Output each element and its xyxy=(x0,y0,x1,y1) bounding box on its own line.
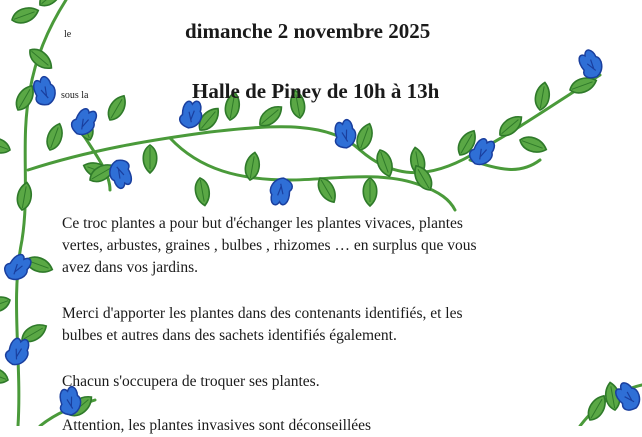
event-date: dimanche 2 novembre 2025 xyxy=(185,19,431,43)
paragraph-invasive-warning: Attention, les plantes invasives sont déconseillées xyxy=(62,417,372,434)
paragraph-containers-line2: bulbes et autres dans des sachets identifiés également. xyxy=(62,327,397,344)
paragraph-purpose-line3: avez dans vos jardins. xyxy=(62,259,199,276)
le-label: le xyxy=(64,29,72,40)
paragraph-purpose-line2: vertes, arbustes, graines , bulbes , rhizomes … en surplus que vous xyxy=(62,237,477,254)
paragraph-purpose-line1: Ce troc plantes a pour but d'échanger les plantes vivaces, plantes xyxy=(62,215,463,232)
paragraph-containers-line1: Merci d'apporter les plantes dans des contenants identifiés, et les xyxy=(62,305,463,322)
event-venue: Halle de Piney de 10h à 13h xyxy=(192,79,440,103)
sous-la-label: sous la xyxy=(61,90,89,101)
paragraph-trade: Chacun s'occupera de troquer ses plantes. xyxy=(62,373,320,390)
